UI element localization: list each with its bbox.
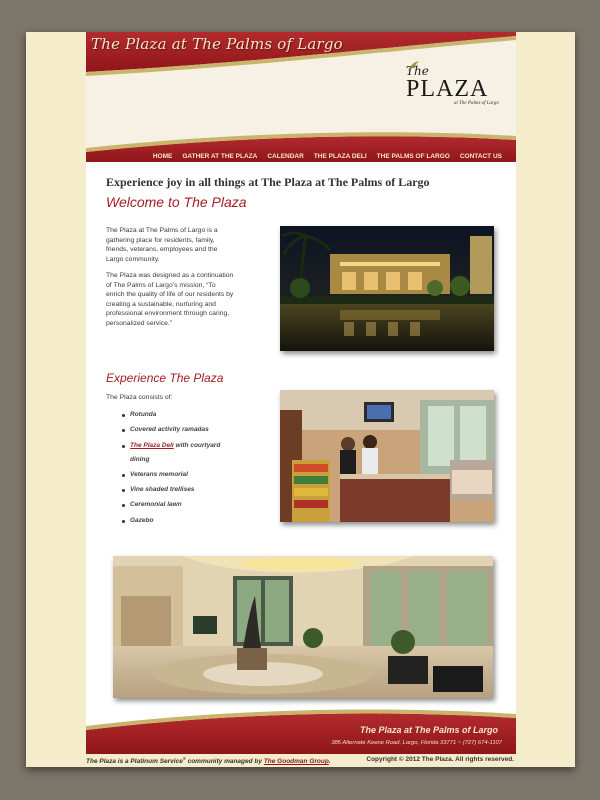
main-nav xyxy=(153,153,502,160)
goodman-group-link[interactable]: The Goodman Group xyxy=(263,758,329,766)
rotunda-photo xyxy=(113,556,493,698)
nav-palms-of-largo[interactable]: THE PALMS OF LARGO xyxy=(376,153,450,160)
consists-label: The Plaza consists of: xyxy=(106,394,173,401)
nav-contact[interactable]: CONTACT US xyxy=(459,153,502,160)
list-item: Gazebo xyxy=(122,514,232,528)
palm-leaf-icon xyxy=(406,60,420,72)
page-content xyxy=(86,32,516,754)
nav-plaza-deli[interactable]: THE PLAZA DELI xyxy=(313,153,367,160)
list-item: The Plaza Deli with courtyard dining xyxy=(122,439,232,467)
managed-by-text: The Plaza is a Platinum Service® community managed by The Goodman Group. xyxy=(86,756,331,766)
intro-paragraph-1: The Plaza at The Palms of Largo is a gathering place for residents, family, friends, veterans, employees and the Largo community. xyxy=(106,227,218,263)
intro-paragraph-2: The Plaza was designed as a continuation of The Palms of Largo’s mission, “To enrich the quality of life of our residents by creating a sustainable, nurturing and professional environment through caring, personalized service.” xyxy=(106,272,234,327)
welcome-heading: Welcome to The Plaza xyxy=(106,194,247,210)
header xyxy=(86,32,516,162)
intro-text xyxy=(106,226,236,335)
plaza-deli-link[interactable]: The Plaza Deli xyxy=(130,441,174,449)
list-item: Ceremonial lawn xyxy=(122,498,232,512)
site-title: The Plaza at The Palms of Largo xyxy=(91,35,343,53)
experience-heading: Experience The Plaza xyxy=(106,371,224,385)
list-item: Covered activity ramadas xyxy=(122,423,232,437)
tagline: Experience joy in all things at The Plaza at The Palms of Largo xyxy=(106,175,430,189)
footer xyxy=(86,708,516,754)
list-item: Veterans memorial xyxy=(122,468,232,482)
nav-home[interactable]: HOME xyxy=(152,153,173,160)
copyright: Copyright © 2012 The Plaza. All rights reserved. xyxy=(366,756,514,763)
nav-gather[interactable]: GATHER AT THE PLAZA xyxy=(182,153,258,160)
logo-subtitle: at The Palms of Largo xyxy=(454,101,499,106)
logo-the: The xyxy=(406,64,429,78)
logo[interactable] xyxy=(406,60,506,108)
list-item: Vine shaded trellises xyxy=(122,483,232,497)
footer-title: The Plaza at The Palms of Largo xyxy=(359,725,498,735)
night-exterior-photo xyxy=(280,226,494,351)
list-item: Rotunda xyxy=(122,408,232,422)
deli-photo xyxy=(280,390,494,522)
nav-calendar[interactable]: CALENDAR xyxy=(267,153,304,160)
footer-address: 385 Alternate Keene Road, Largo, Florida 33771 ~ (727) 674-1107 xyxy=(331,740,502,746)
logo-plaza: PLAZA xyxy=(406,76,489,102)
features-list xyxy=(122,408,232,529)
registered-mark: ® xyxy=(182,756,186,761)
